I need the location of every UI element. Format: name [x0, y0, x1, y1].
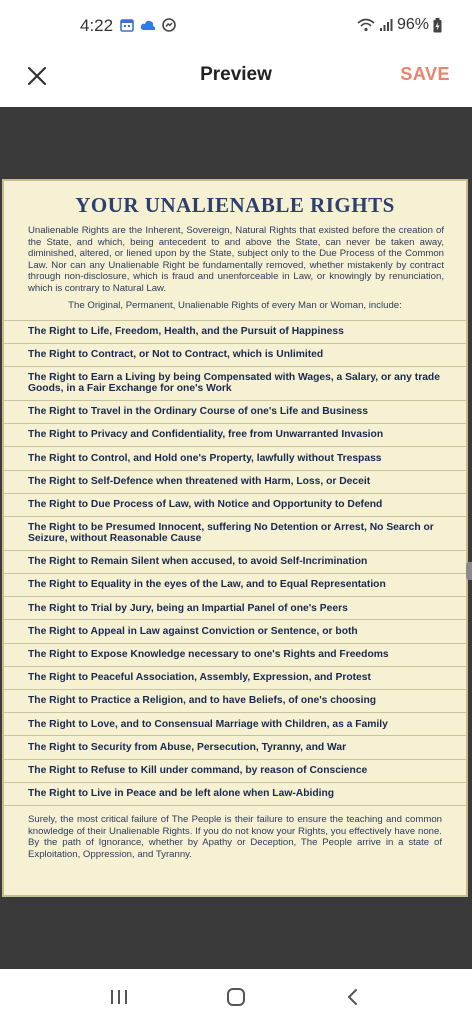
- scroll-handle[interactable]: [466, 562, 472, 580]
- notification-icons: [120, 18, 176, 32]
- home-button[interactable]: [216, 977, 256, 1017]
- wifi-icon: [357, 18, 375, 32]
- right-item: The Right to Remain Silent when accused, to avoid Self-Incrimination: [4, 551, 466, 574]
- right-item: The Right to Security from Abuse, Persecution, Tyranny, and War: [4, 736, 466, 759]
- right-item: The Right to Refuse to Kill under command, by reason of Conscience: [4, 760, 466, 783]
- right-item: The Right to Travel in the Ordinary Course of one's Life and Business: [4, 401, 466, 424]
- right-item: The Right to Contract, or Not to Contract, which is Unlimited: [4, 344, 466, 367]
- battery-charging-icon: [433, 18, 442, 33]
- poster-title: YOUR UNALIENABLE RIGHTS: [75, 193, 395, 217]
- right-item: The Right to Privacy and Confidentiality, free from Unwarranted Invasion: [4, 424, 466, 447]
- poster-intro: Unalienable Rights are the Inherent, Sovereign, Natural Rights that existed before the creation of the State, and which, being antecedent to and above the State, can never be taken away, diminished, altered, or liened upon by the State, subject only to the Due Process of the Common Law. Nor can any Unalienable Right be fundamentally removed, whether mistakenly by contract through non-disclosure, which is fraud and unenforceable in Law, or knowingly by renunciation, which is contrary to Natural Law.: [28, 225, 444, 294]
- recent-apps-icon: [109, 988, 129, 1006]
- preview-image: [2, 179, 468, 897]
- right-item: The Right to Earn a Living by being Compensated with Wages, a Salary, or any trade Goods, in a Fair Exchange for one's Work: [4, 367, 466, 401]
- recent-apps-button[interactable]: [99, 977, 139, 1017]
- calendar-icon: [120, 18, 134, 32]
- right-item: The Right to be Presumed Innocent, suffering No Detention or Arrest, No Search or Seizure, without Reasonable Cause: [4, 517, 466, 551]
- right-item: The Right to Love, and to Consensual Marriage with Children, as a Family: [4, 713, 466, 736]
- poster-subhead: The Original, Permanent, Unalienable Rights of every Man or Woman, include:: [68, 299, 402, 311]
- page-title: Preview: [200, 64, 272, 85]
- messenger-icon: [162, 18, 176, 32]
- rights-list: [4, 320, 466, 806]
- cloud-icon: [140, 18, 156, 32]
- status-time: 4:22: [80, 16, 114, 35]
- right-item: The Right to Self-Defence when threatened with Harm, Loss, or Deceit: [4, 471, 466, 494]
- right-item: The Right to Trial by Jury, being an Impartial Panel of one's Peers: [4, 597, 466, 620]
- back-button[interactable]: [333, 977, 373, 1017]
- right-item: The Right to Expose Knowledge necessary to one's Rights and Freedoms: [4, 644, 466, 667]
- right-item: The Right to Due Process of Law, with Notice and Opportunity to Defend: [4, 494, 466, 517]
- home-icon: [225, 986, 247, 1008]
- poster-footer: Surely, the most critical failure of The People is their failure to ensure the teaching and common knowledge of their Unalienable Rights. If you do not know your Rights, you effectively have none. By the path of Ignorance, whether by Apathy or Deception, The People arrive in a state of Exploitation, Oppression, and Tyranny.: [28, 813, 442, 860]
- right-item: The Right to Equality in the eyes of the Law, and to Equal Representation: [4, 574, 466, 597]
- right-item: The Right to Appeal in Law against Conviction or Sentence, or both: [4, 620, 466, 643]
- image-preview-area: [0, 107, 472, 969]
- right-item: The Right to Control, and Hold one's Property, lawfully without Trespass: [4, 447, 466, 470]
- back-icon: [345, 987, 361, 1007]
- right-item: The Right to Practice a Religion, and to have Beliefs, of one's choosing: [4, 690, 466, 713]
- save-button[interactable]: SAVE: [400, 64, 450, 84]
- battery-percent: 96%: [396, 16, 429, 33]
- status-bar: [0, 0, 472, 52]
- right-item: The Right to Life, Freedom, Health, and the Pursuit of Happiness: [4, 321, 466, 344]
- app-bar: [0, 52, 472, 107]
- system-status: [357, 16, 442, 34]
- signal-icon: [379, 18, 393, 32]
- right-item: The Right to Live in Peace and be left alone when Law-Abiding: [4, 783, 466, 806]
- right-item: The Right to Peaceful Association, Assembly, Expression, and Protest: [4, 667, 466, 690]
- navigation-bar: [0, 969, 472, 1024]
